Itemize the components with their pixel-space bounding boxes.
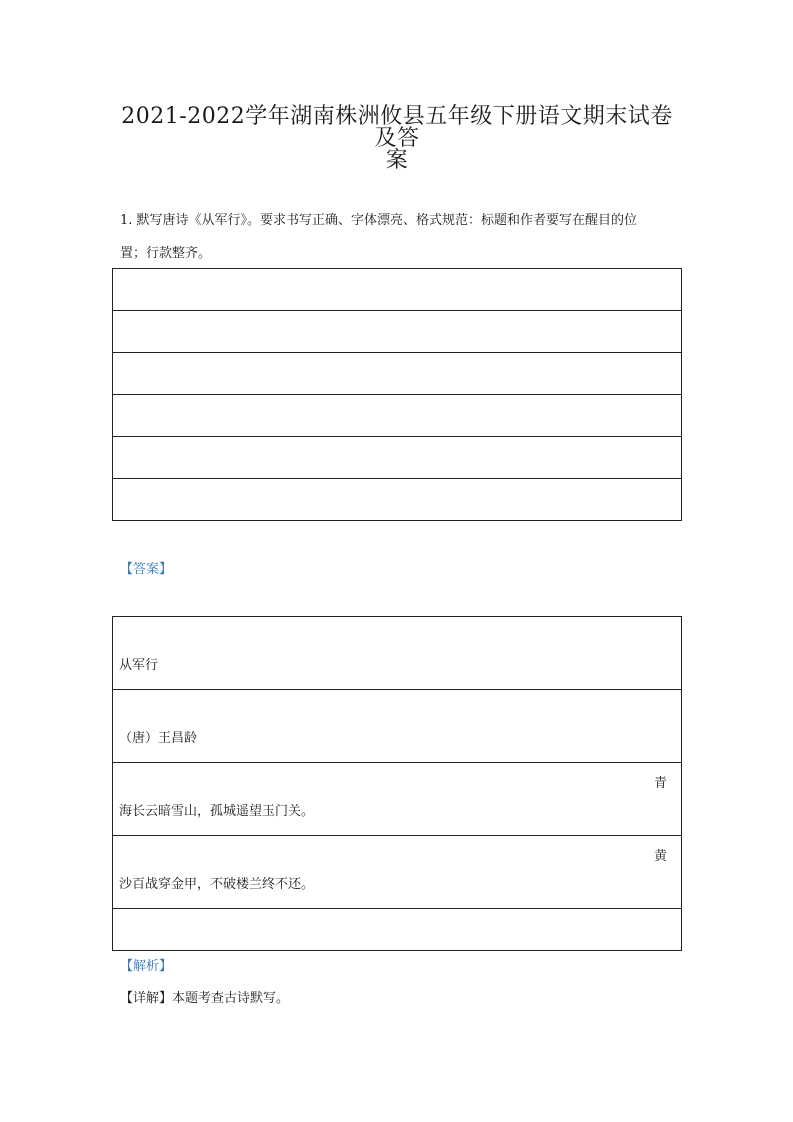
answer-row-verse-2	[113, 836, 681, 909]
blank-writing-grid	[112, 268, 682, 521]
verse-2-first-char: 黄	[653, 849, 667, 864]
blank-writing-row	[113, 311, 681, 353]
blank-writing-row	[113, 269, 681, 311]
answer-row-verse-1	[113, 763, 681, 836]
answer-label: 【答案】	[120, 562, 173, 577]
poem-title: 从军行	[119, 658, 159, 673]
analysis-label: 【解析】	[120, 959, 173, 974]
verse-1-first-char: 青	[653, 776, 667, 791]
poem-author: （唐）王昌龄	[119, 731, 198, 746]
page-title-line-1: 2021-2022学年湖南株洲攸县五年级下册语文期末试卷及答	[121, 104, 673, 151]
verse-2-text: 沙百战穿金甲，不破楼兰终不还。	[119, 877, 315, 892]
blank-writing-row	[113, 479, 681, 521]
verse-1-text: 海长云暗雪山，孤城遥望玉门关。	[119, 804, 315, 819]
answer-grid	[112, 616, 682, 951]
analysis-detail: 【详解】本题考查古诗默写。	[120, 991, 290, 1006]
blank-writing-row	[113, 437, 681, 479]
blank-writing-row	[113, 353, 681, 395]
answer-row-author	[113, 690, 681, 763]
question-text-line-2: 置；行款整齐。	[120, 246, 212, 261]
answer-row-title	[113, 617, 681, 690]
question-text-line-1: 1. 默写唐诗《从军行》。要求书写正确、字体漂亮、格式规范：标题和作者要写在醒目的位	[120, 213, 638, 228]
answer-row-empty	[113, 909, 681, 951]
page-title-line-2: 案	[385, 148, 409, 173]
blank-writing-row	[113, 395, 681, 437]
